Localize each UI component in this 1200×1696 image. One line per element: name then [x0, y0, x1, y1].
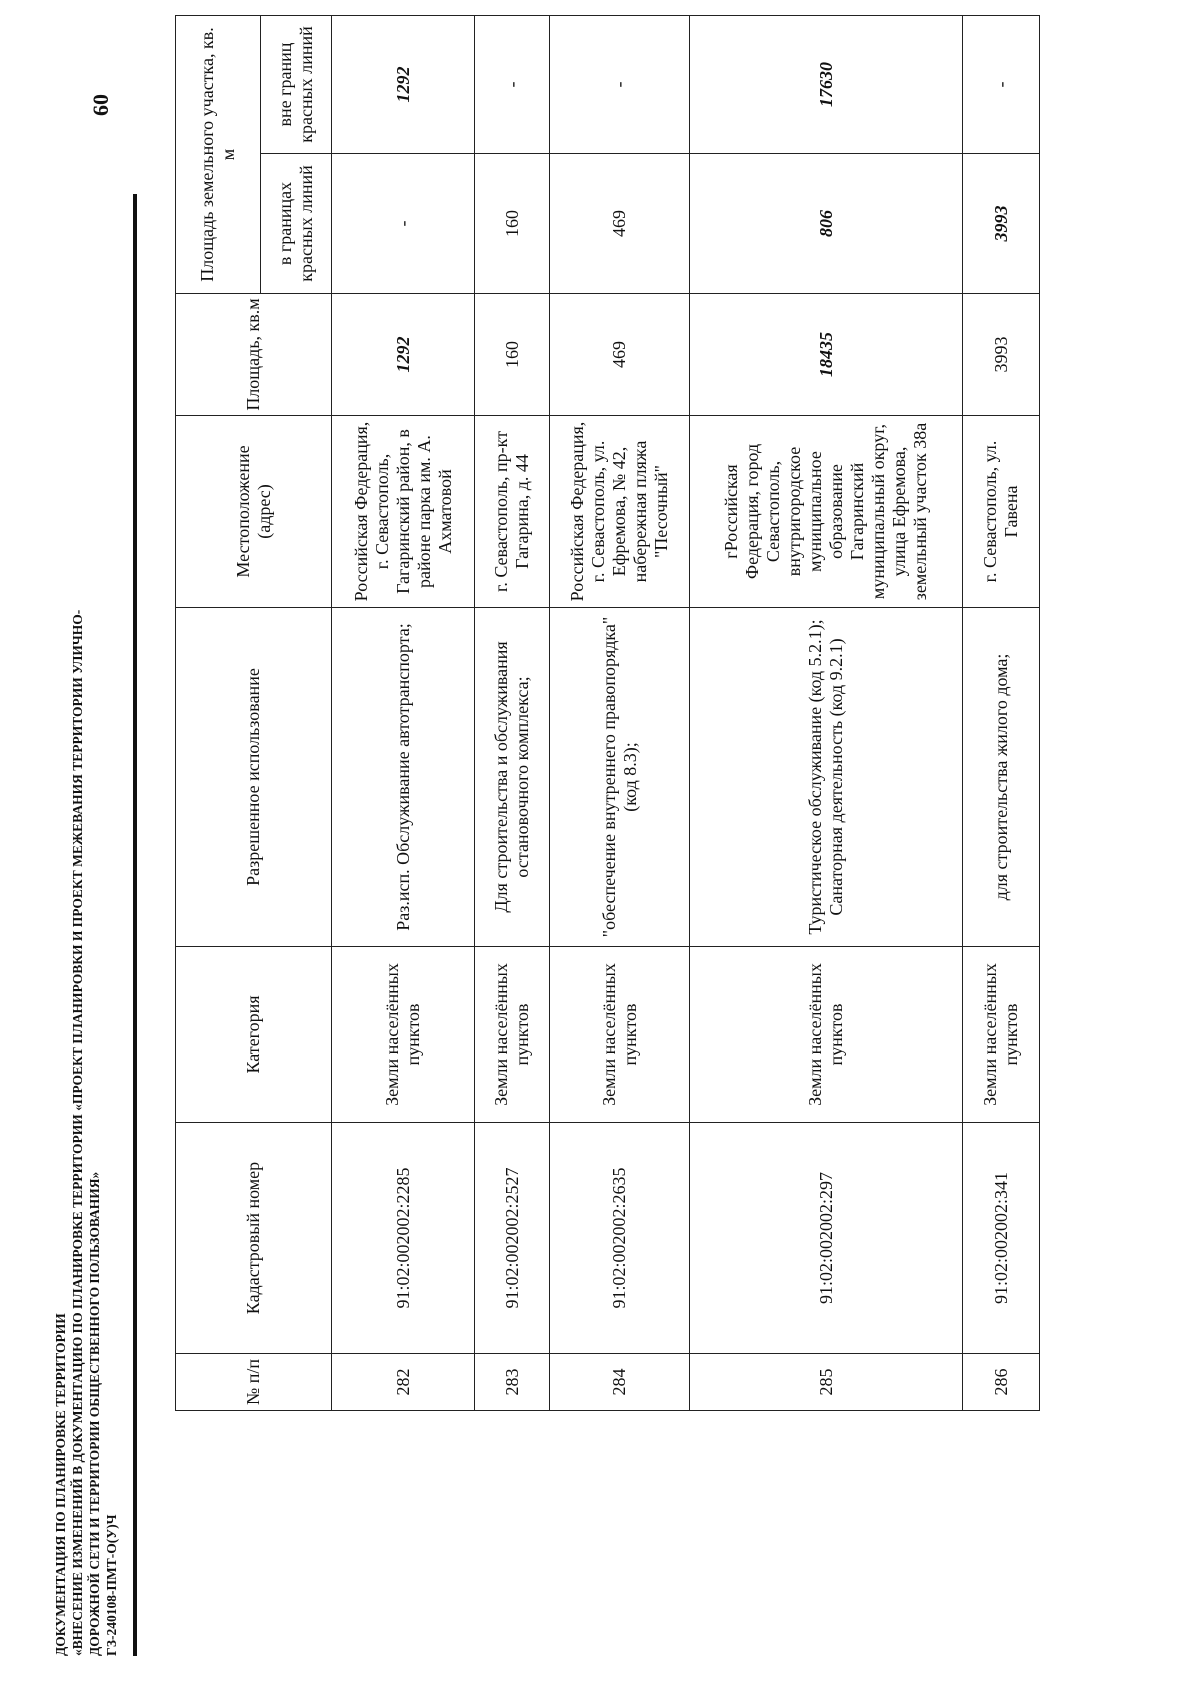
col-header-area: Площадь, кв.м — [176, 294, 332, 416]
cell-category: Земли населённых пунктов — [963, 947, 1040, 1123]
cell-use: для строительства жилого дома; — [963, 608, 1040, 947]
cell-location: г. Севастополь, пр-кт Гагарина, д. 44 — [475, 416, 550, 608]
table-row — [475, 16, 550, 1411]
cell-inside: 160 — [475, 154, 550, 294]
cell-category: Земли населённых пунктов — [550, 947, 690, 1123]
cell-cadastral: 91:02:002002:341 — [963, 1123, 1040, 1354]
col-header-cadastral: Кадастровый номер — [176, 1123, 332, 1354]
cell-inside: - — [332, 154, 475, 294]
col-header-num: № п/п — [176, 1354, 332, 1411]
cell-area: 18435 — [690, 294, 963, 416]
table-row — [332, 16, 475, 1411]
cell-cadastral: 91:02:002002:2285 — [332, 1123, 475, 1354]
cell-outside: - — [475, 16, 550, 154]
cell-area: 1292 — [332, 294, 475, 416]
cell-cadastral: 91:02:002002:297 — [690, 1123, 963, 1354]
col-header-use: Разрешенное использование — [176, 608, 332, 947]
header-line: ДОРОЖНОЙ СЕТИ И ТЕРРИТОРИИ ОБЩЕСТВЕННОГО ПОЛЬЗОВАНИЯ» — [87, 1171, 102, 1656]
header-line: ДОКУМЕНТАЦИЯ ПО ПЛАНИРОВКЕ ТЕРРИТОРИИ — [53, 1313, 68, 1656]
header-line: «ВНЕСЕНИЕ ИЗМЕНЕНИЙ В ДОКУМЕНТАЦИЮ ПО ПЛАНИРОВКЕ ТЕРРИТОРИИ «ПРОЕКТ ПЛАНИРОВКИ И ПРОЕКТ МЕЖЕВАНИЯ ТЕРРИТОРИИ УЛИЧНО- — [70, 609, 85, 1656]
cell-num: 283 — [475, 1354, 550, 1411]
land-plots-table — [175, 15, 1040, 1411]
col-header-inside: в границах красных линий — [261, 154, 332, 294]
cell-location: Российская Федерация, г. Севастополь, ул. Ефремова, № 42, набережная пляжа "Песочный" — [550, 416, 690, 608]
header-divider — [133, 194, 137, 1656]
table-row — [963, 16, 1040, 1411]
page-number: 60 — [88, 94, 113, 116]
cell-use: Туристическое обслуживание (код 5.2.1); Санаторная деятельность (код 9.2.1) — [690, 608, 963, 947]
cell-location: гРоссийская Федерация, город Севастополь, внутригородское муниципальное образование Гагаринский муниципальный округ, улица Ефремова, земельный участок 38а — [690, 416, 963, 608]
cell-category: Земли населённых пунктов — [475, 947, 550, 1123]
cell-category: Земли населённых пунктов — [690, 947, 963, 1123]
cell-inside: 3993 — [963, 154, 1040, 294]
document-header — [52, 256, 120, 1656]
cell-outside: 17630 — [690, 16, 963, 154]
cell-outside: - — [963, 16, 1040, 154]
cell-location: г. Севастополь, ул. Гавена — [963, 416, 1040, 608]
cell-inside: 469 — [550, 154, 690, 294]
col-header-area-group: Площадь земельного участка, кв. м — [176, 16, 261, 294]
cell-num: 284 — [550, 1354, 690, 1411]
cell-use: Раз.исп. Обслуживание автотранспорта; — [332, 608, 475, 947]
cell-area: 469 — [550, 294, 690, 416]
cell-cadastral: 91:02:002002:2527 — [475, 1123, 550, 1354]
cell-num: 286 — [963, 1354, 1040, 1411]
cell-cadastral: 91:02:002002:2635 — [550, 1123, 690, 1354]
cell-location: Российская Федерация, г. Севастополь, Гагаринский район, в районе парка им. А. Ахматовой — [332, 416, 475, 608]
header-line: ГЗ-240108-ПМТ-О(У)Ч — [104, 1514, 119, 1656]
cell-inside: 806 — [690, 154, 963, 294]
col-header-outside: вне границ красных линий — [261, 16, 332, 154]
cell-use: Для строительства и обслуживания остановочного комплекса; — [475, 608, 550, 947]
cell-outside: - — [550, 16, 690, 154]
col-header-location: Местоположение (адрес) — [176, 416, 332, 608]
cell-num: 282 — [332, 1354, 475, 1411]
cell-category: Земли населённых пунктов — [332, 947, 475, 1123]
cell-num: 285 — [690, 1354, 963, 1411]
cell-area: 160 — [475, 294, 550, 416]
cell-use: "обеспечение внутреннего правопорядка" (код 8.3); — [550, 608, 690, 947]
col-header-category: Категория — [176, 947, 332, 1123]
cell-outside: 1292 — [332, 16, 475, 154]
table-row — [550, 16, 690, 1411]
cell-area: 3993 — [963, 294, 1040, 416]
table-row — [690, 16, 963, 1411]
